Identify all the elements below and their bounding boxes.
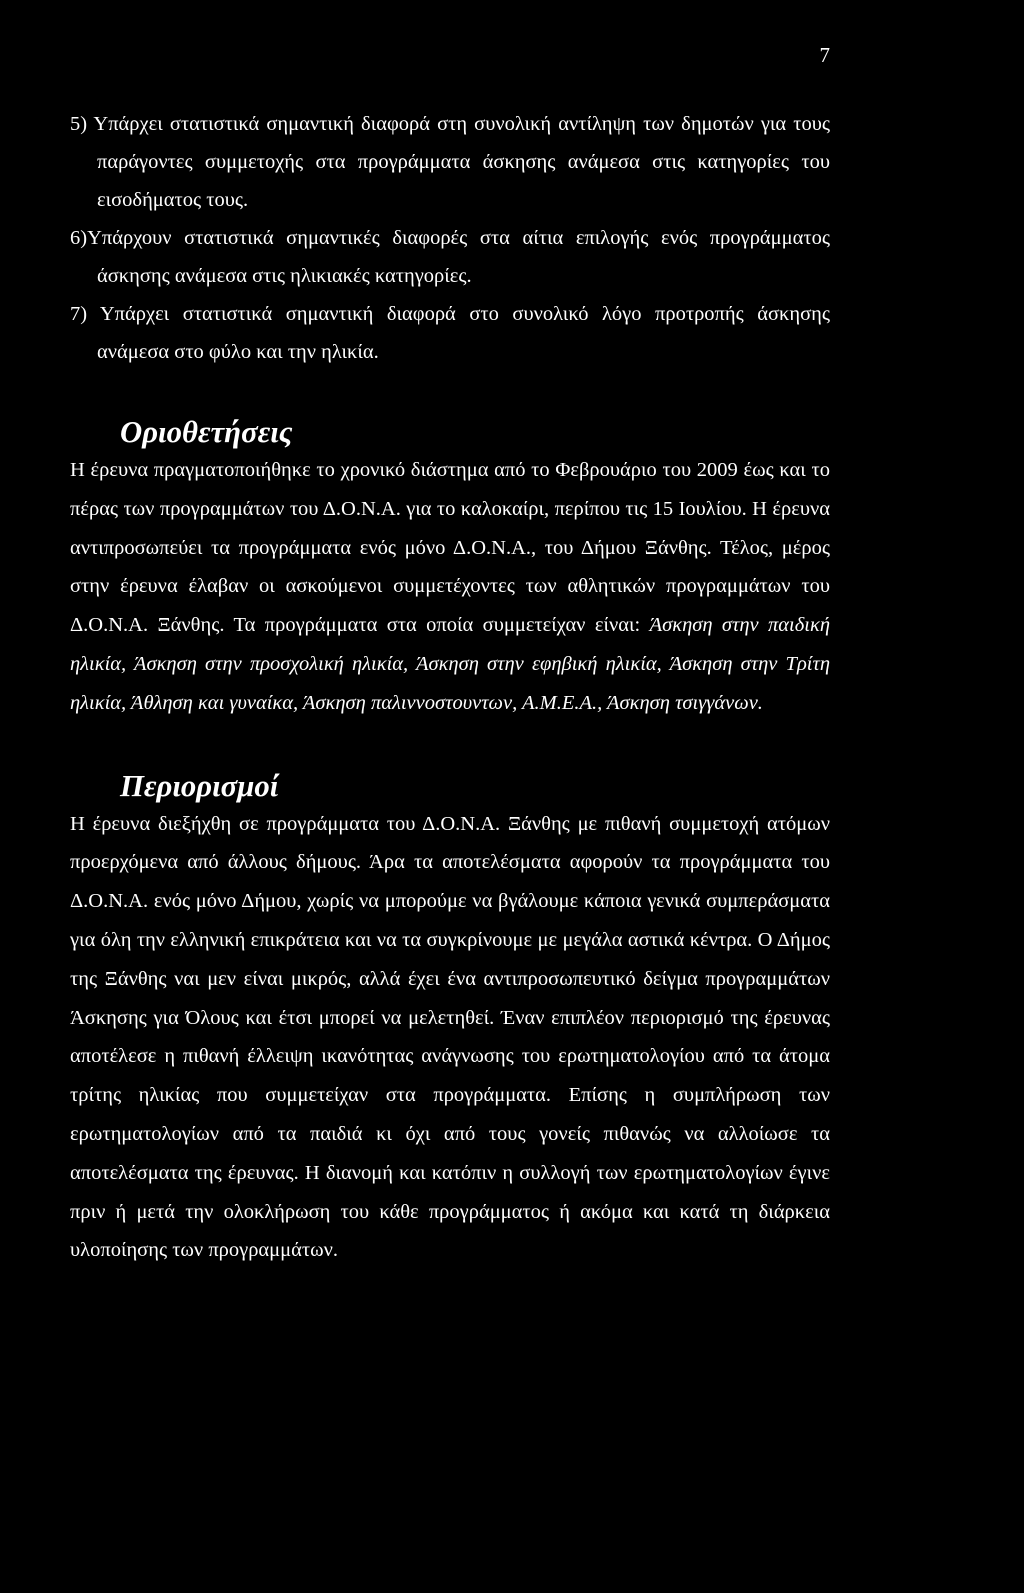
hypothesis-6: 6)Υπάρχουν στατιστικά σημαντικές διαφορές στα αίτια επιλογής ενός προγράμματος άσκησης ανάμεσα στις ηλικιακές κατηγορίες. xyxy=(70,227,830,287)
limits-paragraph xyxy=(70,451,830,723)
restrictions-paragraph: Η έρευνα διεξήχθη σε προγράμματα του Δ.Ο.Ν.Α. Ξάνθης με πιθανή συμμετοχή ατόμων προερχόμενα από άλλους δήμους. Άρα τα αποτελέσματα αφορούν τα προγράμματα του Δ.Ο.Ν.Α. ενός μόνο Δήμου, χωρίς να μπορούμε να βγάλουμε κάποια γενικά συμπεράσματα για όλη την ελληνική επικράτεια και να τα συγκρίνουμε με μεγάλα αστικά κέντρα. Ο Δήμος της Ξάνθης ναι μεν είναι μικρός, αλλά έχει ένα αντιπροσωπευτικό δείγμα προγραμμάτων Άσκησης για Όλους και έτσι μπορεί να μελετηθεί. Έναν επιπλέον περιορισμό της έρευνας αποτέλεσε η πιθανή έλλειψη ικανότητας ανάγνωσης του ερωτηματολογίου από τα άτομα τρίτης ηλικίας που συμμετείχαν στα προγράμματα. Επίσης η συμπλήρωση των ερωτηματολογίων από τα παιδιά κι όχι από τους γονείς πιθανώς να αλλοίωσε τα αποτελέσματα της έρευνας. Η διανομή και κατόπιν η συλλογή των ερωτηματολογίων έγινε πριν ή μετά την ολοκλήρωση του κάθε προγράμματος ή ακόμα και κατά τη διάρκεια υλοποίησης των προγραμμάτων. xyxy=(70,812,830,1262)
restrictions-heading: Περιορισμοί xyxy=(120,768,279,803)
limits-text: Η έρευνα πραγματοποιήθηκε το χρονικό διάστημα από το Φεβρουάριο του 2009 έως και το πέρας των προγραμμάτων του Δ.Ο.Ν.Α. για το καλοκαίρι, περίπου τις 15 Ιουλίου. Η έρευνα αντιπροσωπεύει τα προγράμματα ενός μόνο Δ.Ο.Ν.Α., του Δήμου Ξάνθης. Τέλος, μέρος στην έρευνα έλαβαν οι ασκούμενοι συμμετέχοντες των αθλητικών προγραμμάτων του Δ.Ο.Ν.Α. Ξάνθης. Τα προγράμματα στα οποία συμμετείχαν είναι: xyxy=(70,459,830,637)
hypothesis-7: 7) Υπάρχει στατιστικά σημαντική διαφορά στο συνολικό λόγο προτροπής άσκησης ανάμεσα στο φύλο και την ηλικία. xyxy=(70,303,830,363)
hypotheses-list xyxy=(70,105,830,371)
limits-heading: Οριοθετήσεις xyxy=(120,415,293,449)
page-number: 7 xyxy=(819,43,830,67)
page-content xyxy=(70,105,830,1270)
hypothesis-5: 5) Υπάρχει στατιστικά σημαντική διαφορά στη συνολική αντίληψη των δημοτών για τους παράγοντες συμμετοχής στα προγράμματα άσκησης ανάμεσα στις κατηγορίες του εισοδήματος τους. xyxy=(70,113,830,211)
programs-list-italic: Άσκηση στην παιδική ηλικία, Άσκηση στην προσχολική ηλικία, Άσκηση στην εφηβική ηλικία, Άσκηση στην Τρίτη ηλικία, Άθληση και γυναίκα, Άσκηση παλιννοστουντων, Α.Μ.Ε.Α., Άσκηση τσιγγάνων. xyxy=(70,614,830,714)
